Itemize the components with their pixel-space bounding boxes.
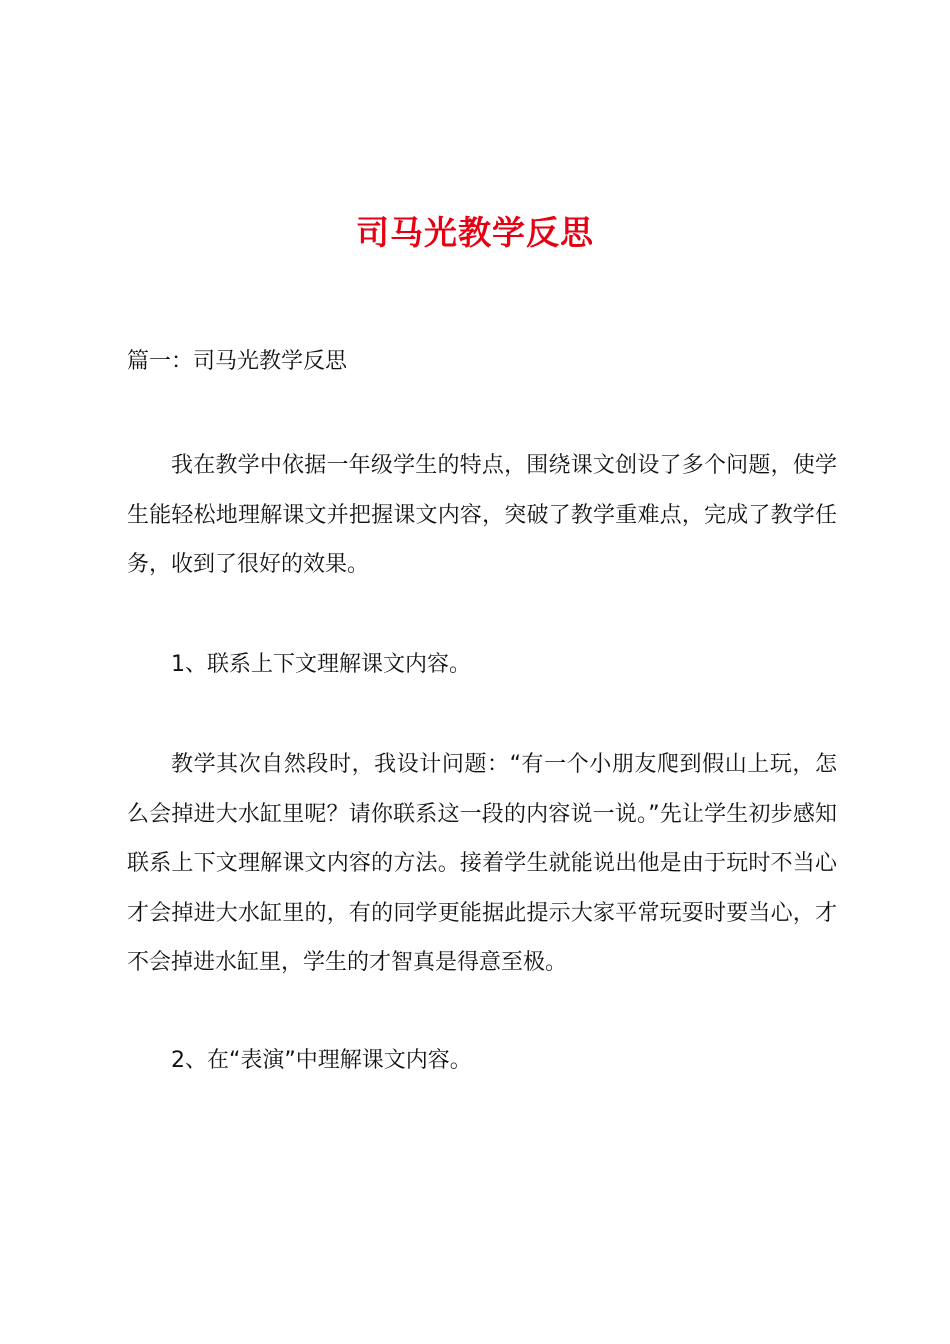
- paragraph-2: 教学其次自然段时，我设计问题：“有一个小朋友爬到假山上玩，怎么会掉进大水缸里呢？请你联系这一段的内容说一说。”先让学生初步感知联系上下文理解课文内容的方法。接着学生就能说出他是由于玩时不当心才会掉进大水缸里的，有的同学更能据此提示大家平常玩耍时要当心，才不会掉进水缸里，学生的才智真是得意至极。: [127, 752, 837, 975]
- subheading-2: 2、在“表演”中理解课文内容。: [171, 1048, 472, 1073]
- document-title: 司马光教学反思: [356, 213, 594, 252]
- section-heading: 篇一：司马光教学反思: [127, 349, 348, 374]
- paragraph-intro: 我在教学中依据一年级学生的特点，围绕课文创设了多个问题，使学生能轻松地理解课文并把握课文内容，突破了教学重难点，完成了教学任务，收到了很好的效果。: [127, 453, 837, 577]
- subheading-1: 1、联系上下文理解课文内容。: [171, 652, 471, 677]
